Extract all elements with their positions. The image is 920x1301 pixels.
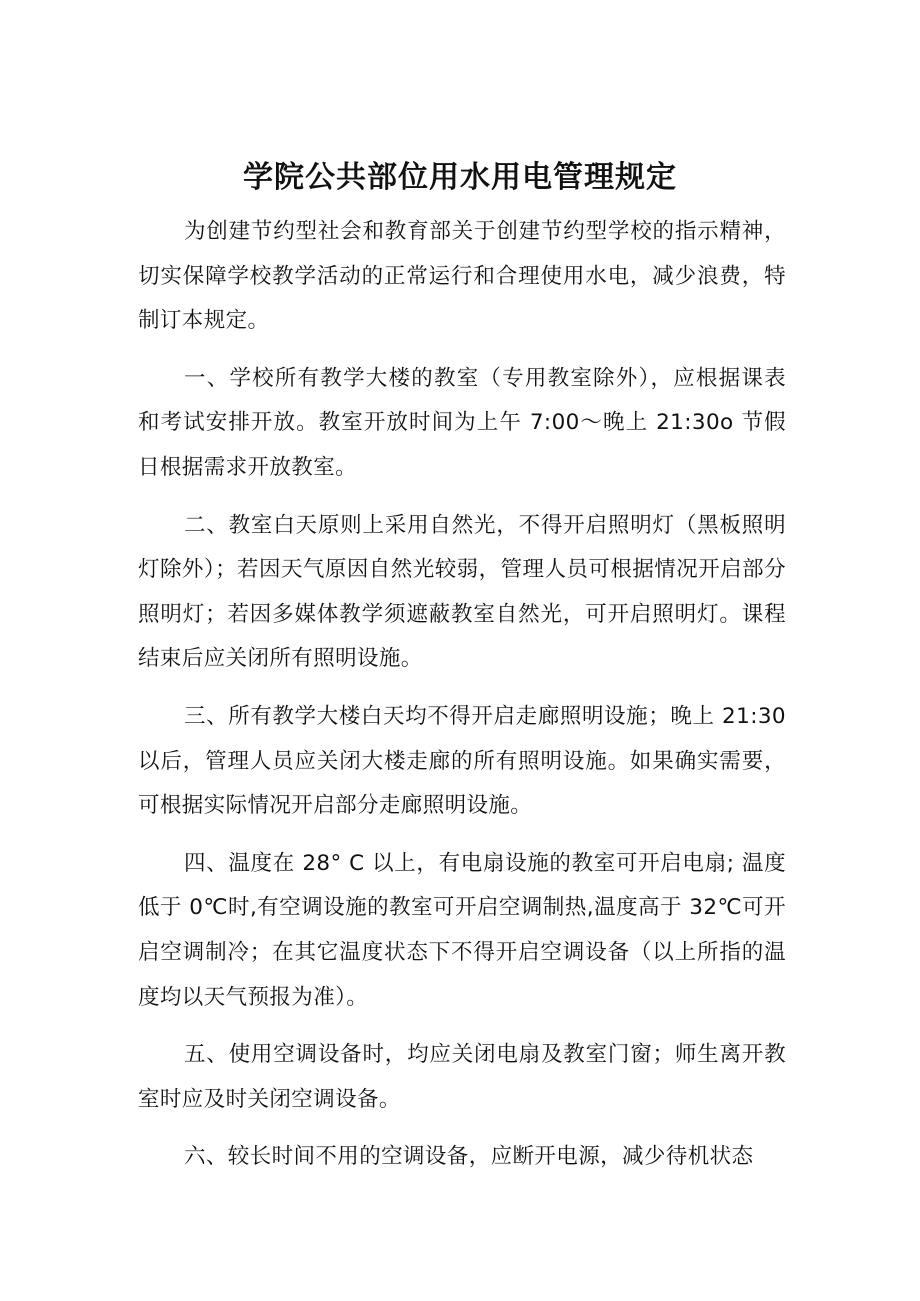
rule-5-paragraph: 五、使用空调设备时，均应关闭电扇及教室门窗；师生离开教室时应及时关闭空调设备。 — [138, 1042, 786, 1112]
document-title: 学院公共部位用水用电管理规定 — [243, 160, 677, 196]
rule-6-paragraph: 六、较长时间不用的空调设备，应断开电源，减少待机状态 — [184, 1144, 754, 1170]
rule-2-paragraph: 二、教室白天原则上采用自然光，不得开启照明灯（黑板照明灯除外）；若因天气原因自然光较弱，管理人员可根据情况开启部分照明灯；若因多媒体教学须遮蔽教室自然光，可开启照明灯。课程结束后应关闭所有照明设施。 — [138, 512, 786, 672]
rule-4-paragraph: 四、温度在 28° C 以上，有电扇设施的教室可开启电扇; 温度低于 0℃时,有空调设施的教室可开启空调制热,温度高于 32℃可开启空调制冷；在其它温度状态下不得开启空调设备（以上所指的温度均以天气预报为准）。 — [138, 850, 786, 1010]
document-body — [138, 210, 786, 1193]
intro-paragraph: 为创建节约型社会和教育部关于创建节约型学校的指示精神，切实保障学校教学活动的正常运行和合理使用水电，减少浪费，特制订本规定。 — [138, 219, 786, 334]
rule-1-paragraph: 一、学校所有教学大楼的教室（专用教室除外），应根据课表和考试安排开放。教室开放时间为上午 7:00～晚上 21:30o 节假日根据需求开放教室。 — [138, 365, 786, 480]
rule-3-paragraph: 三、所有教学大楼白天均不得开启走廊照明设施；晚上 21:30 以后，管理人员应关闭大楼走廊的所有照明设施。如果确实需要，可根据实际情况开启部分走廊照明设施。 — [138, 703, 786, 819]
